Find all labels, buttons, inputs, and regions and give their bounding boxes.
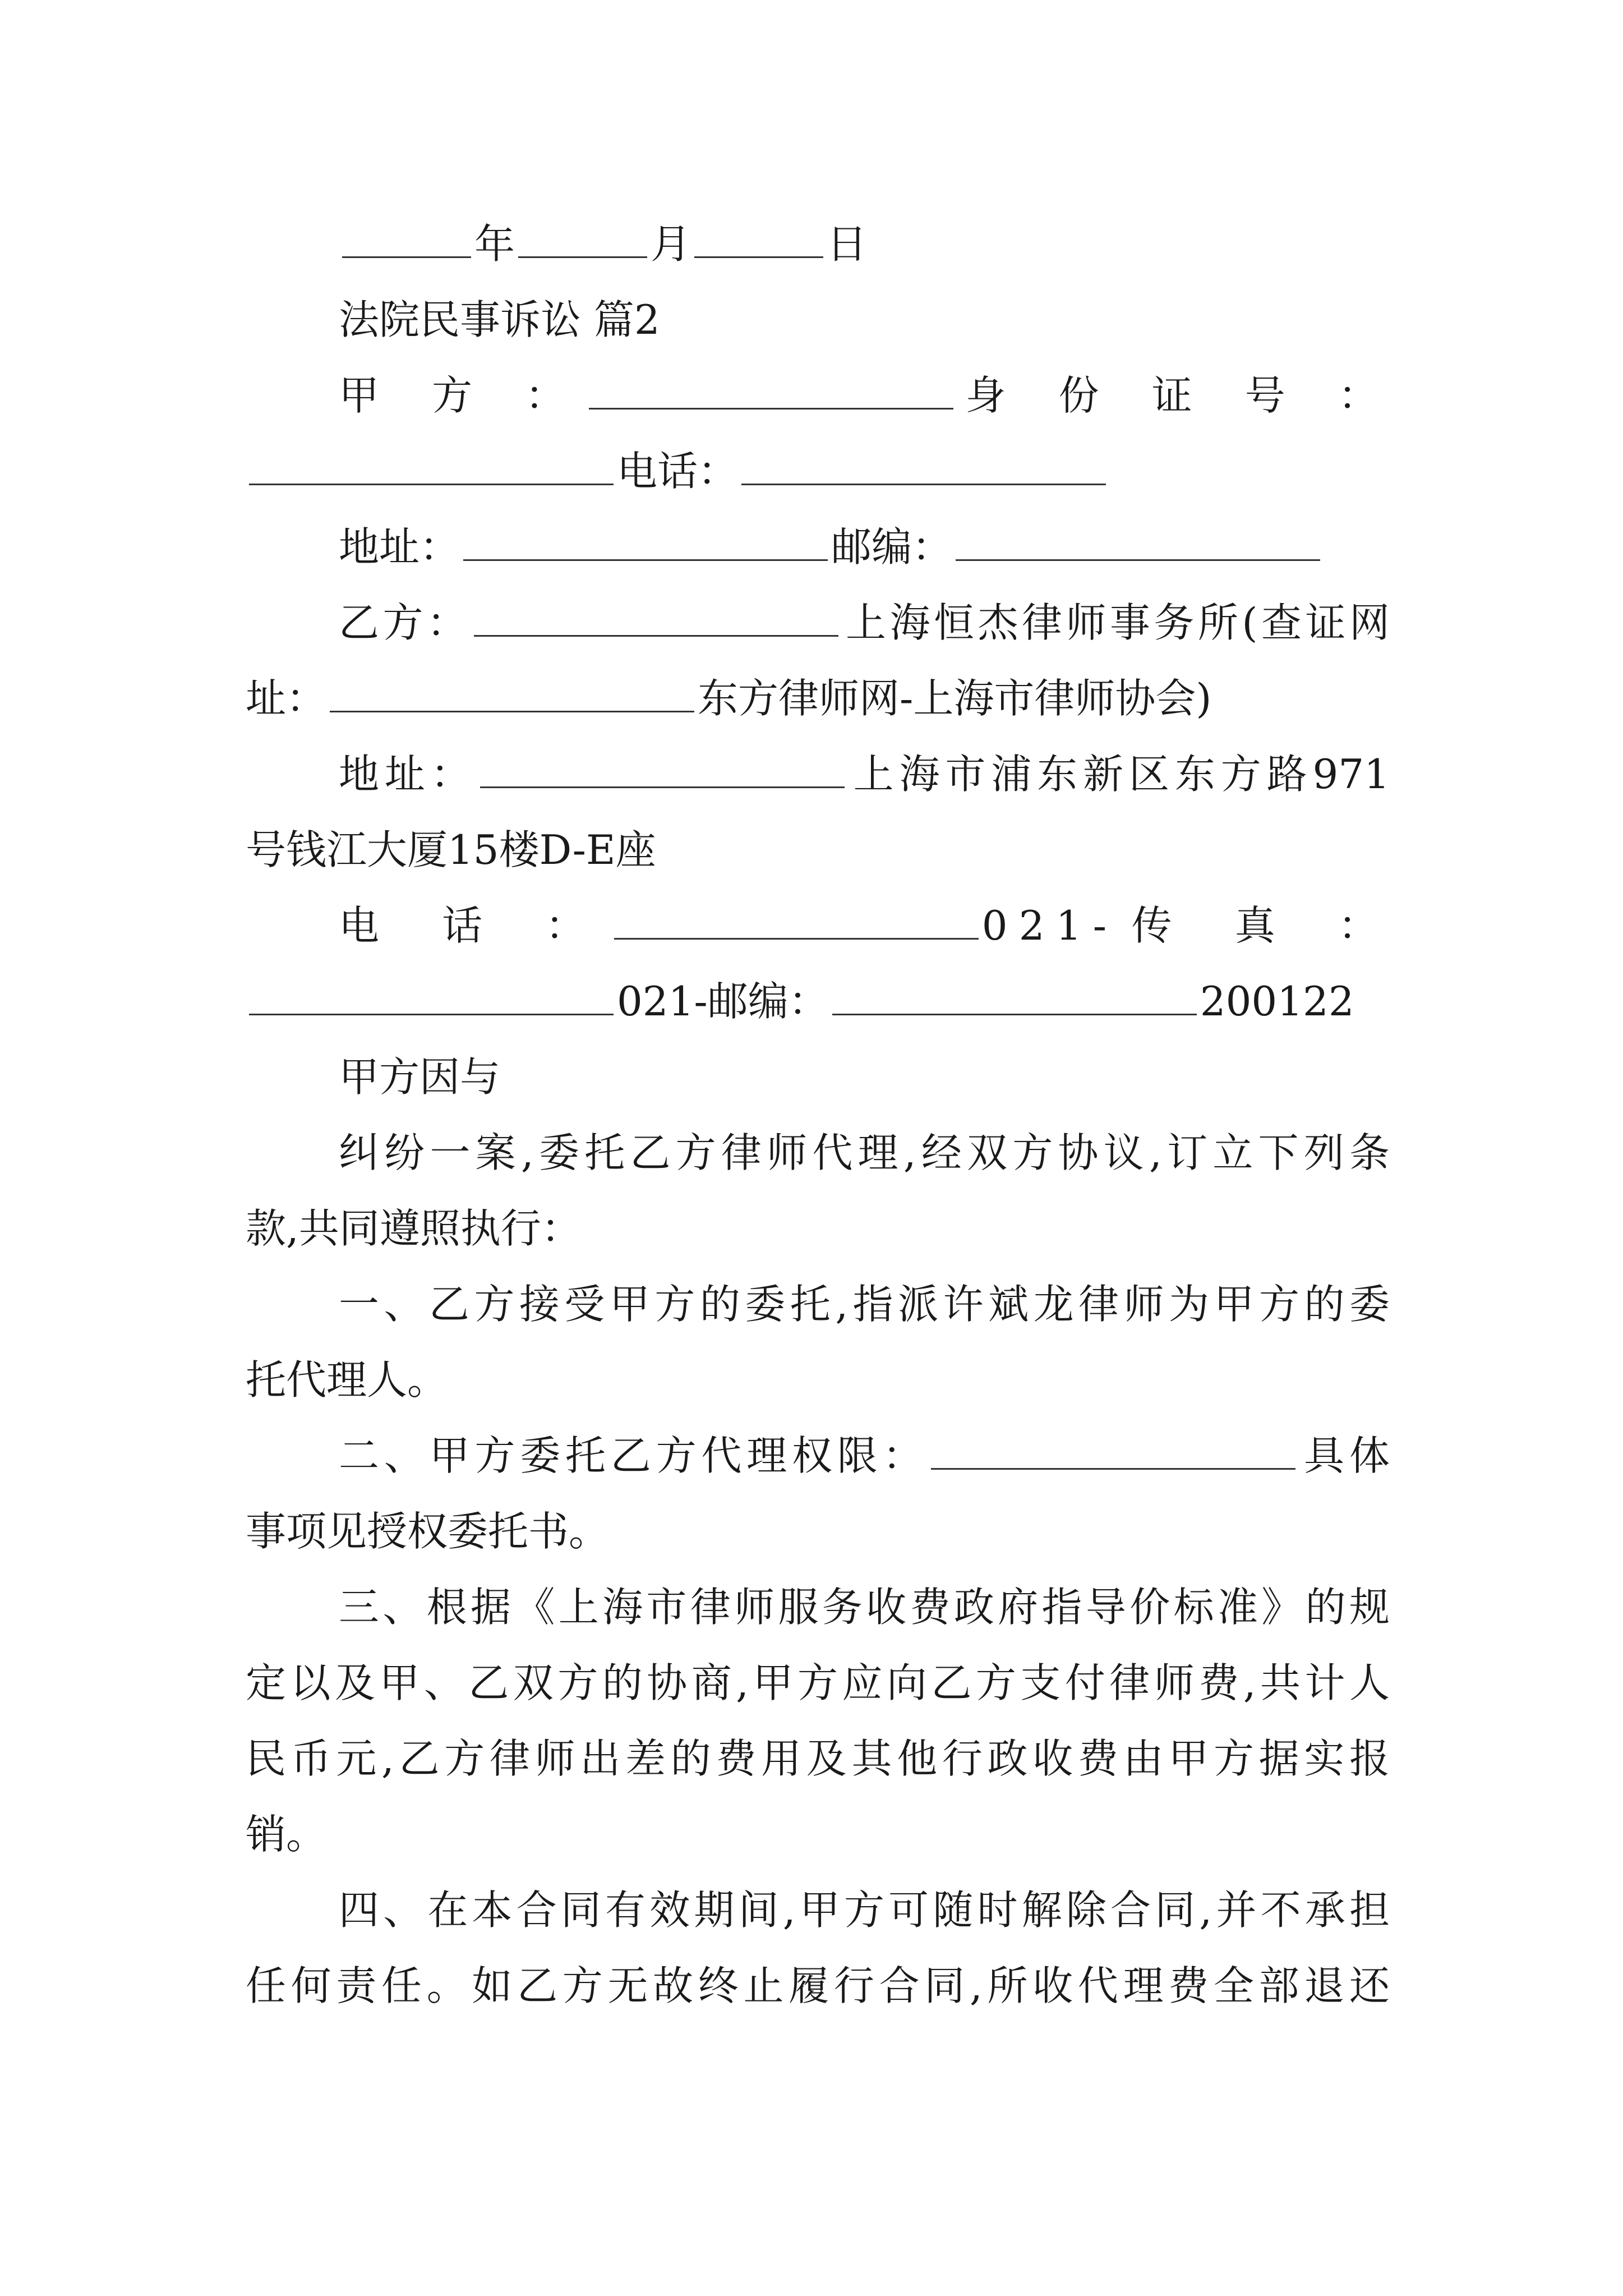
- party-a-phone-label: 电话：: [617, 448, 739, 495]
- party-b-firm: 上海恒杰律师事务所(查证网: [842, 599, 1390, 646]
- party-b-postcode: 200122: [1200, 978, 1354, 1025]
- para1-line1: 纠纷一案,委托乙方律师代理,经双方协议,订立下列条: [339, 1129, 1390, 1176]
- party-b-line: [246, 595, 1390, 651]
- fax-blank[interactable]: [249, 977, 614, 1015]
- party-a-address-line: [246, 519, 1390, 575]
- intro-line: 甲方因与: [339, 1053, 501, 1101]
- clause3-line2: 定以及甲、乙双方的协商,甲方应向乙方支付律师费,共计人: [246, 1659, 1390, 1706]
- party-b-site-line: [246, 670, 1390, 726]
- party-a-line: [246, 367, 1390, 424]
- party-b-label: 乙方：: [339, 599, 471, 646]
- day-label: 日: [827, 220, 868, 268]
- section-title: 法院民事诉讼 篇2: [339, 296, 660, 343]
- party-a-label: 甲 方 ：: [339, 372, 585, 419]
- phone-prefix: 021-: [981, 902, 1118, 949]
- party-a-name-blank[interactable]: [589, 371, 953, 409]
- party-b-phone-blank[interactable]: [614, 901, 979, 940]
- year-label: 年: [474, 220, 515, 268]
- site-blank[interactable]: [330, 674, 694, 712]
- party-a-postcode-blank[interactable]: [956, 522, 1320, 561]
- party-b-phone-label: 电 话 ：: [339, 902, 611, 949]
- clause2-line1: [246, 1428, 1390, 1484]
- party-b-address-line: [246, 746, 1390, 802]
- clause3-line4: 销。: [246, 1811, 327, 1858]
- clause1-line1: 一、乙方接受甲方的委托,指派许斌龙律师为甲方的委: [339, 1281, 1390, 1328]
- party-b-address-blank[interactable]: [480, 749, 845, 788]
- party-a-postcode-label: 邮编：: [831, 523, 953, 570]
- site-text: 东方律师网-上海市律师协会): [698, 675, 1212, 722]
- party-b-postcode-label: 邮编：: [707, 978, 829, 1025]
- date-line: [246, 216, 1390, 272]
- party-b-postcode-blank[interactable]: [832, 977, 1197, 1015]
- site-label: 址：: [246, 675, 327, 722]
- clause2-text: 二、甲方委托乙方代理权限：: [339, 1432, 928, 1479]
- para1-line2: 款,共同遵照执行：: [246, 1205, 582, 1252]
- fax-label: 传 真 ：: [1118, 902, 1390, 949]
- party-b-address: 上海市浦东新区东方路971: [847, 751, 1390, 798]
- clause3-line3: 民币元,乙方律师出差的费用及其他行政收费由甲方据实报: [246, 1735, 1390, 1782]
- clause2-tail: 具体: [1299, 1432, 1390, 1479]
- clause3-line1: 三、根据《上海市律师服务收费政府指导价标准》的规: [339, 1584, 1390, 1631]
- authority-blank[interactable]: [931, 1431, 1295, 1470]
- party-a-phone-line: [246, 443, 1390, 499]
- clause4-line1: 四、在本合同有效期间,甲方可随时解除合同,并不承担: [339, 1887, 1390, 1934]
- month-label: 月: [651, 220, 691, 268]
- clause2-line2: 事项见授权委托书。: [246, 1508, 610, 1555]
- party-a-phone-blank[interactable]: [741, 447, 1106, 485]
- clause1-line2: 托代理人。: [246, 1356, 448, 1404]
- day-blank[interactable]: [694, 219, 823, 258]
- clause4-line2: 任何责任。如乙方无故终止履行合同,所收代理费全部退还: [246, 1962, 1390, 2009]
- party-b-fax-line: [246, 973, 1390, 1029]
- fax-prefix: 021-: [617, 978, 708, 1025]
- month-blank[interactable]: [518, 219, 647, 258]
- party-a-address-blank[interactable]: [463, 522, 828, 561]
- party-b-address-cont: 号钱江大厦15楼D-E座: [246, 826, 656, 873]
- party-b-address-label: 地址：: [339, 751, 477, 798]
- party-a-address-label: 地址：: [339, 523, 460, 570]
- party-b-phone-line: [246, 898, 1390, 954]
- year-blank[interactable]: [342, 219, 471, 258]
- id-number-label: 身 份 证 号 ：: [956, 372, 1390, 419]
- party-b-blank[interactable]: [474, 598, 838, 637]
- id-number-blank[interactable]: [249, 447, 614, 485]
